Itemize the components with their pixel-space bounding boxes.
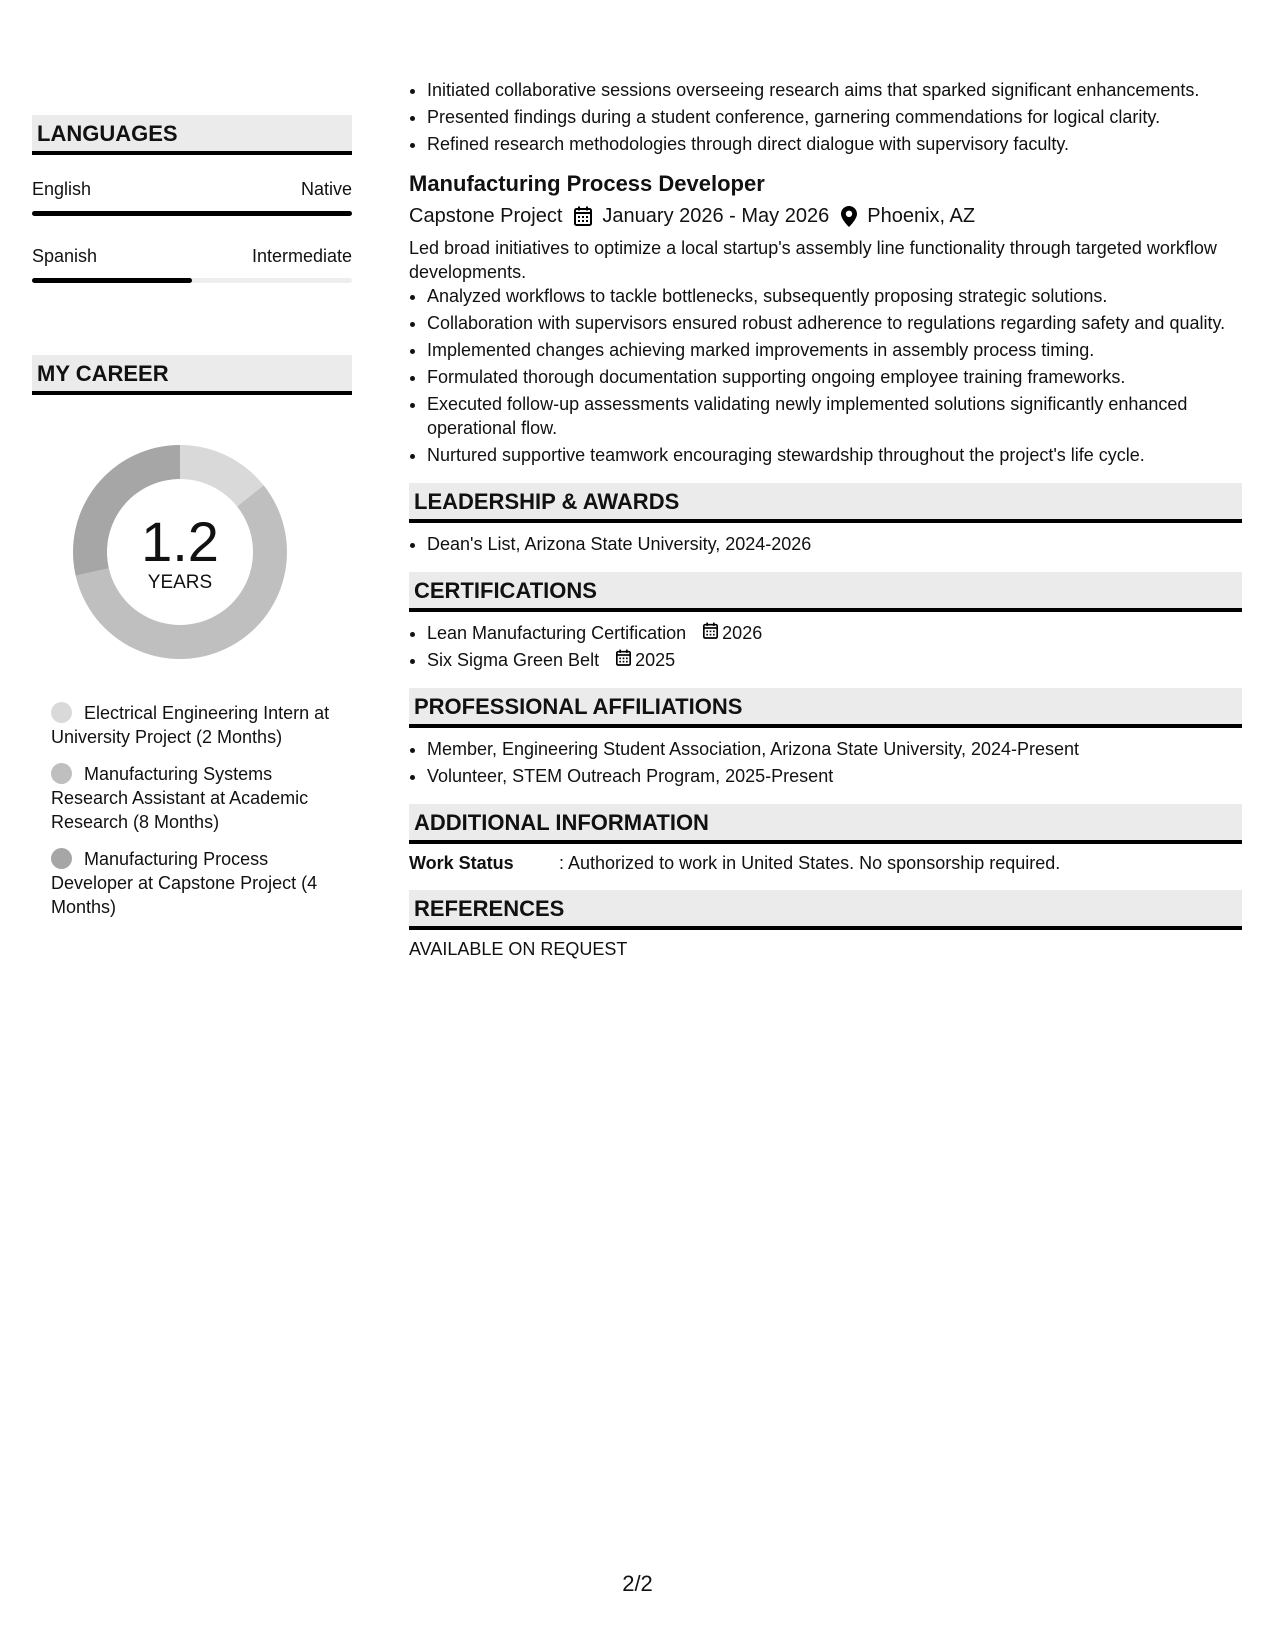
leadership-section — [409, 483, 1242, 556]
list-item: • Collaboration with supervisors ensured robust adherence to regulations regarding safety and quality. — [427, 311, 1242, 335]
language-level: Native — [300, 179, 352, 199]
references-heading: REFERENCES — [409, 890, 1242, 930]
certification-item — [427, 621, 1242, 645]
calendar-icon — [574, 206, 592, 226]
page-number: 2/2 — [622, 1571, 653, 1596]
references-section — [409, 890, 1242, 960]
list-item: • Implemented changes achieving marked improvements in assembly process timing. — [427, 338, 1242, 362]
job-bullets — [409, 284, 1242, 467]
job-title: Manufacturing Process Developer — [409, 171, 765, 196]
list-item: • Nurtured supportive teamwork encouraging stewardship throughout the project's life cycle. — [427, 443, 1242, 467]
references-text: AVAILABLE ON REQUEST — [409, 939, 628, 959]
career-legend — [51, 701, 341, 919]
list-item: • Member, Engineering Student Association, Arizona State University, 2024-Present — [427, 737, 1242, 761]
job-dates: January 2026 - May 2026 — [602, 205, 830, 227]
career-total-unit: YEARS — [147, 572, 213, 593]
career-legend-label: Manufacturing Process Developer at Capstone Project (4 Months) — [51, 849, 318, 917]
career-donut-chart — [67, 439, 293, 665]
language-proficiency-bar — [32, 278, 352, 283]
calendar-icon — [616, 648, 635, 672]
list-item: • Dean's List, Arizona State University, 2024-2026 — [427, 532, 1242, 556]
legend-dot — [51, 763, 72, 784]
language-proficiency-fill — [32, 211, 352, 216]
certifications-heading: CERTIFICATIONS — [409, 572, 1242, 612]
leadership-heading: LEADERSHIP & AWARDS — [409, 483, 1242, 523]
language-level: Intermediate — [251, 246, 352, 266]
map-pin-icon — [841, 206, 857, 227]
certifications-section — [409, 572, 1242, 672]
language-name: Spanish — [32, 246, 98, 266]
additional-info-heading: ADDITIONAL INFORMATION — [409, 804, 1242, 844]
list-item: • Analyzed workflows to tackle bottlenecks, subsequently proposing strategic solutions. — [427, 284, 1242, 308]
certification-name: Lean Manufacturing Certification — [427, 623, 687, 643]
career-legend-item — [51, 762, 341, 834]
job-description: Led broad initiatives to optimize a local startup's assembly line functionality through targeted workflow developments. — [409, 238, 1217, 282]
right-column — [409, 78, 1242, 960]
list-item: • Formulated thorough documentation supporting ongoing employee training frameworks. — [427, 365, 1242, 389]
work-status-label: Work Status — [409, 853, 514, 873]
job-company: Capstone Project — [409, 205, 563, 227]
language-name: English — [32, 179, 92, 199]
left-column — [32, 115, 352, 932]
language-item-spanish — [32, 246, 352, 283]
affiliations-heading: PROFESSIONAL AFFILIATIONS — [409, 688, 1242, 728]
career-legend-label: Electrical Engineering Intern at University Project (2 Months) — [51, 703, 330, 747]
language-proficiency-fill — [32, 278, 192, 283]
list-item: • Presented findings during a student conference, garnering commendations for logical clarity. — [427, 105, 1242, 129]
list-item: • Initiated collaborative sessions overseeing research aims that sparked significant enhancements. — [427, 78, 1242, 102]
previous-job-bullets — [409, 78, 1242, 156]
certification-year: 2025 — [635, 650, 676, 670]
career-legend-item — [51, 701, 341, 749]
certification-name: Six Sigma Green Belt — [427, 650, 600, 670]
list-item: • Refined research methodologies through direct dialogue with supervisory faculty. — [427, 132, 1242, 156]
job-meta — [409, 202, 1242, 230]
career-total-value: 1.2 — [141, 510, 219, 573]
affiliations-section — [409, 688, 1242, 788]
language-item-english — [32, 179, 352, 216]
work-status-value: : Authorized to work in United States. No sponsorship required. — [559, 853, 1061, 873]
list-item: • Volunteer, STEM Outreach Program, 2025-Present — [427, 764, 1242, 788]
additional-info-section — [409, 804, 1242, 874]
legend-dot — [51, 702, 72, 723]
career-heading: MY CAREER — [32, 355, 352, 395]
certification-item — [427, 648, 1242, 672]
certification-year: 2026 — [722, 623, 763, 643]
job-location: Phoenix, AZ — [867, 205, 976, 227]
legend-dot — [51, 848, 72, 869]
list-item: • Executed follow-up assessments validating newly implemented solutions significantly enhanced operational flow. — [427, 392, 1242, 440]
language-proficiency-bar — [32, 211, 352, 216]
career-legend-label: Manufacturing Systems Research Assistant at Academic Research (8 Months) — [51, 764, 309, 832]
calendar-icon — [703, 621, 722, 645]
languages-heading: LANGUAGES — [32, 115, 352, 155]
career-legend-item — [51, 847, 341, 919]
